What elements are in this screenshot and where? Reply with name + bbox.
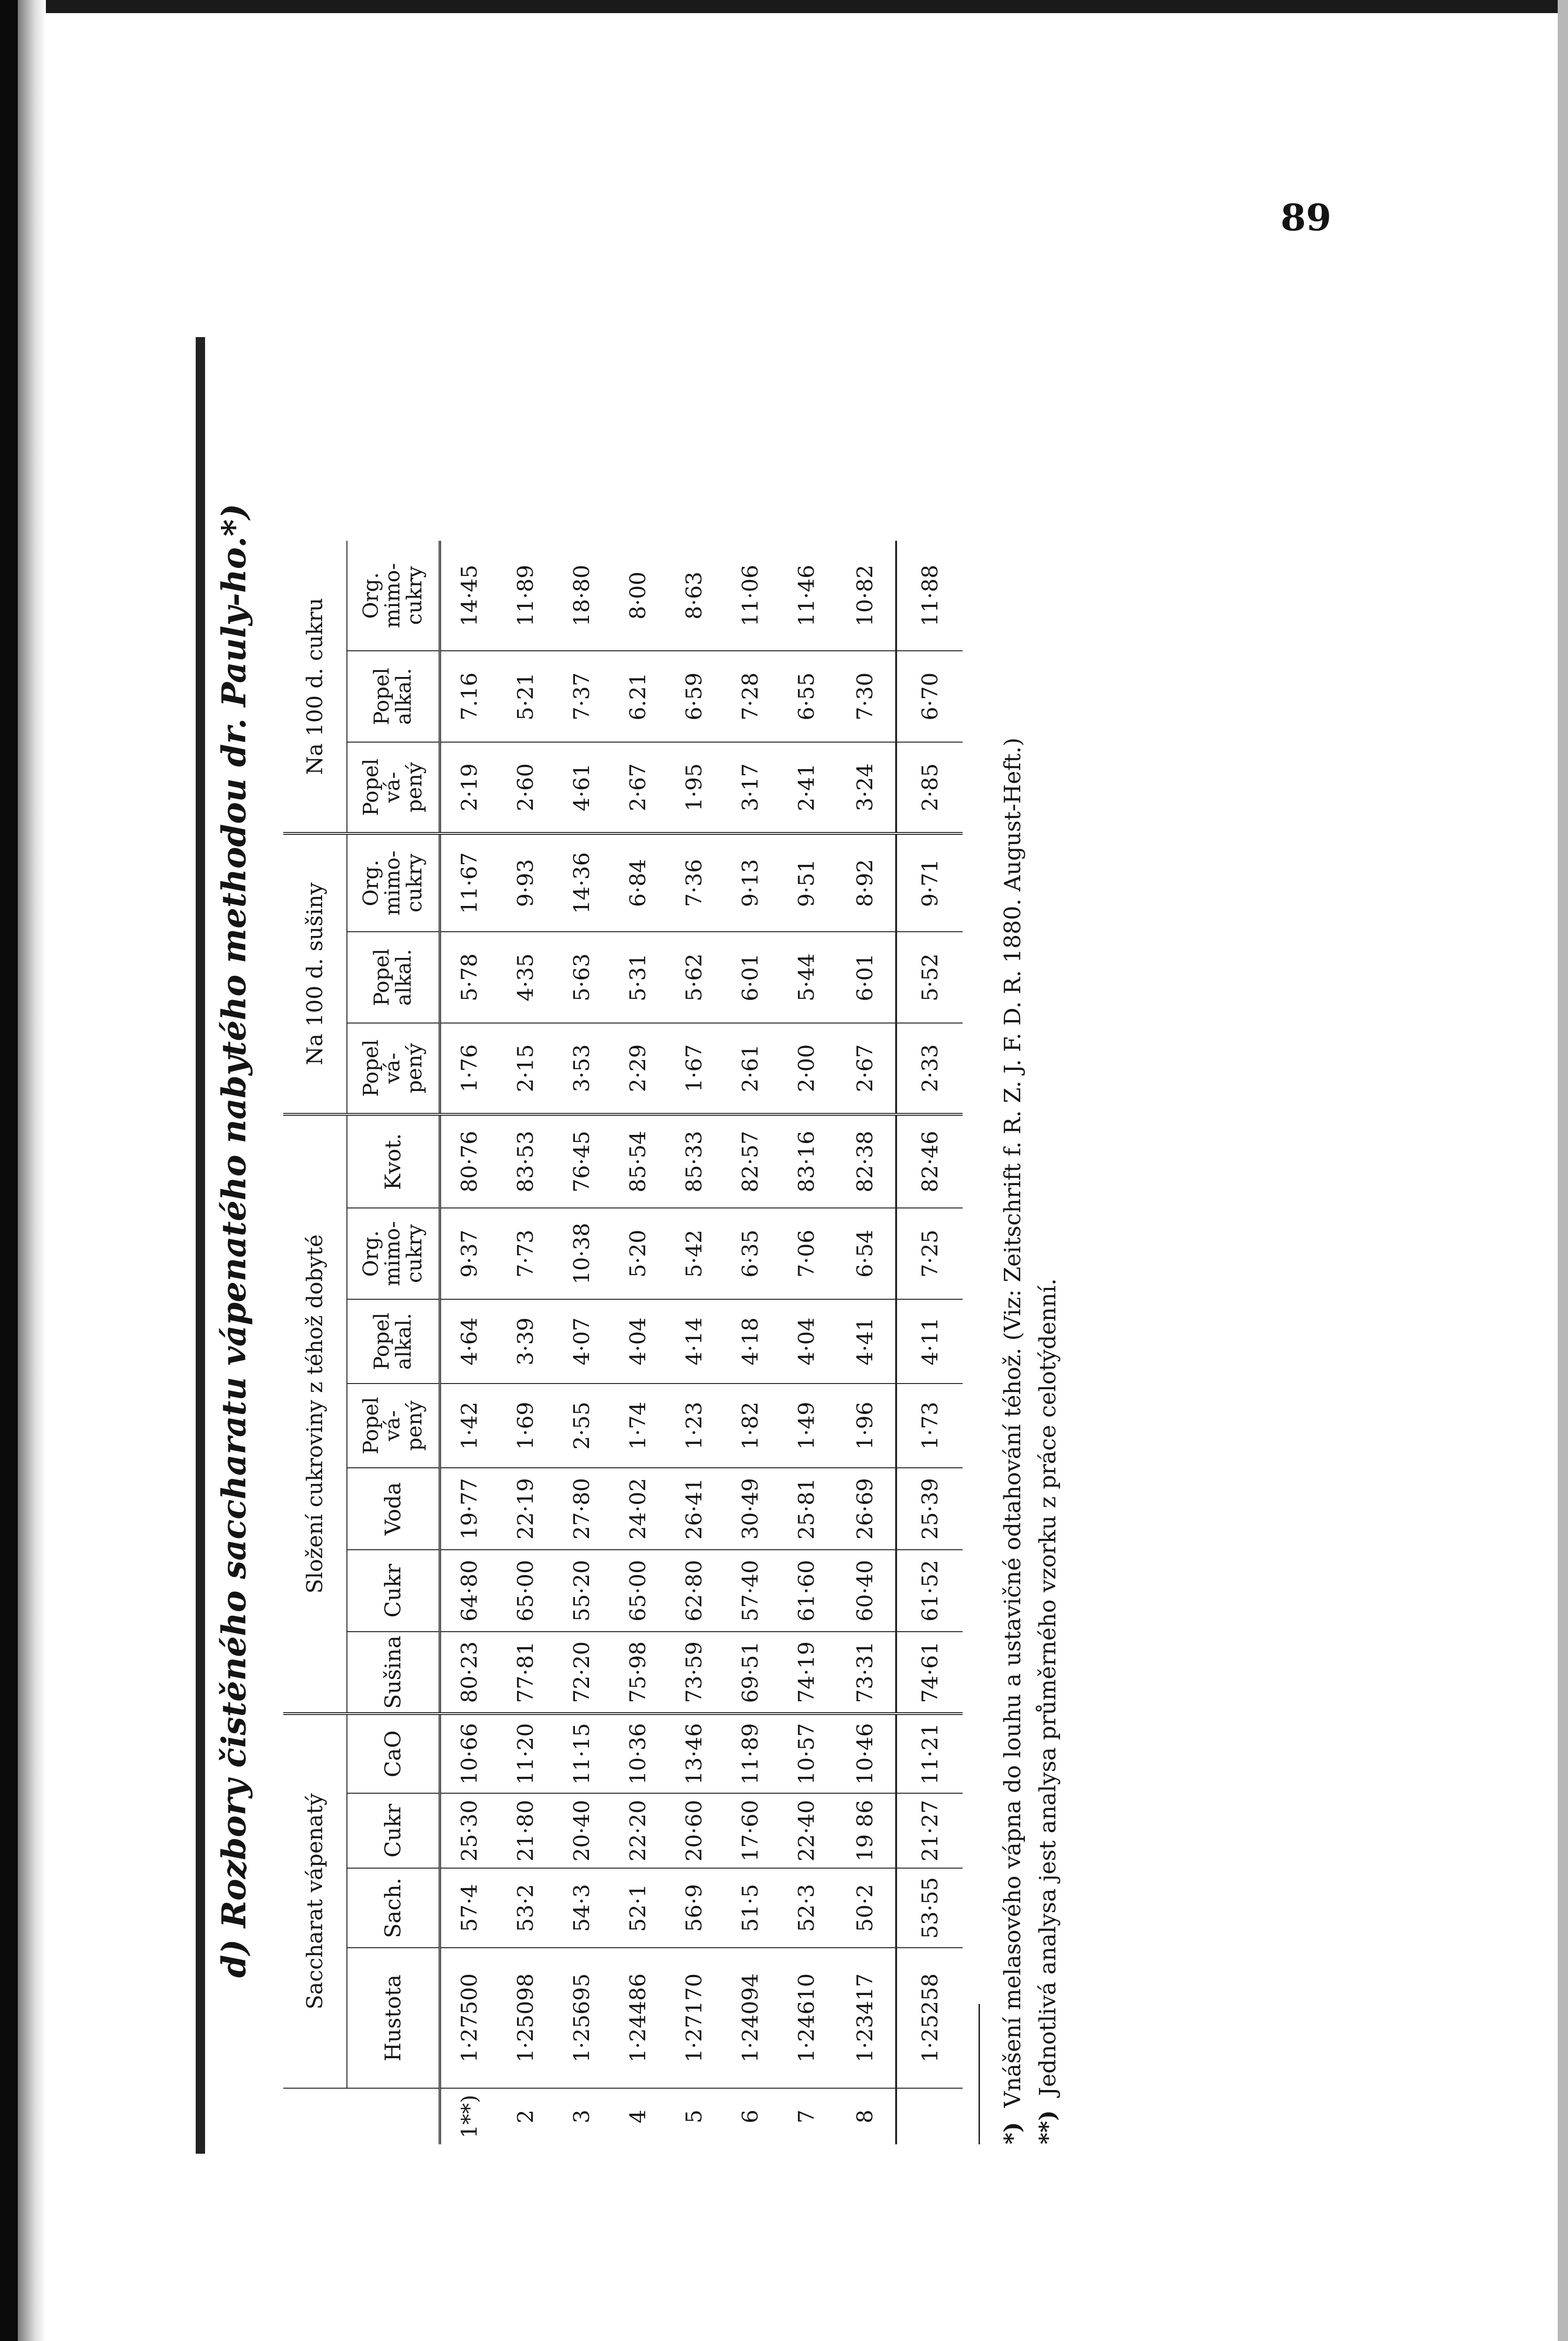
avg-cell-pa: 4·11 <box>896 1299 963 1384</box>
cell-c-pv: 3·17 <box>722 742 778 833</box>
cell-s-org: 6·84 <box>610 833 666 932</box>
cell-s-pv: 1·76 <box>440 1023 498 1114</box>
cell-cukr: 21·80 <box>497 1793 553 1868</box>
cell-voda: 27·80 <box>553 1468 610 1550</box>
cell-susina: 74·19 <box>778 1632 834 1714</box>
cell-cao: 11·20 <box>497 1714 553 1793</box>
cell-cao: 10·36 <box>610 1714 666 1793</box>
cell-pa: 4·07 <box>553 1299 610 1384</box>
cell-s-pv: 2·15 <box>497 1023 553 1114</box>
cell-n: 4 <box>625 2109 650 2124</box>
cell-cao: 11·89 <box>722 1714 778 1793</box>
avg-cell-kvot: 82·46 <box>896 1114 963 1208</box>
cell-c-org: 11·06 <box>722 541 778 651</box>
avg-cell-c-org: 11·88 <box>896 541 963 651</box>
cell-n: 1**) <box>456 2094 482 2139</box>
footnote-rule <box>979 2004 980 2144</box>
cell-c-org: 10·82 <box>834 541 896 651</box>
cell-kvot: 85·54 <box>610 1114 666 1208</box>
cell-hustota: 1·24486 <box>610 1948 666 2088</box>
cell-cao: 10·46 <box>834 1714 896 1793</box>
col-c-org: Org. mimo- cukry <box>347 541 440 651</box>
col-hustota: Hustota <box>347 1948 440 2088</box>
cell-s-pv: 2·00 <box>778 1023 834 1114</box>
col-cao: CaO <box>347 1714 440 1793</box>
cell-c-pa: 7·37 <box>553 651 610 742</box>
cell-sach: 52·1 <box>610 1868 666 1948</box>
cell-susina: 80·23 <box>440 1632 498 1714</box>
avg-cell-sach: 53·55 <box>896 1868 963 1948</box>
analysis-table <box>283 541 963 2144</box>
cell-c-pa: 6·55 <box>778 651 834 742</box>
col-s-popel-vapeny: Popel vá- pený <box>347 1023 440 1114</box>
cell-n: 2 <box>512 2109 538 2124</box>
cell-sach: 56·9 <box>666 1868 722 1948</box>
cell-c-pa: 7·28 <box>722 651 778 742</box>
cell-kvot: 82·38 <box>834 1114 896 1208</box>
cell-pa: 4·41 <box>834 1299 896 1384</box>
cell-hustota: 1·24610 <box>778 1948 834 2088</box>
page-title: d) Rozbory čistěného saccharatu vápenatého nabytého methodou dr. Pauly-ho.*) <box>214 503 253 1978</box>
cell-c-pv: 2·19 <box>440 742 498 833</box>
table-row <box>553 541 610 2144</box>
average-row <box>896 541 963 2144</box>
cell-cukr: 25·30 <box>440 1793 498 1868</box>
cell-s-org: 9·13 <box>722 833 778 932</box>
scan-border-top <box>0 0 1568 13</box>
cell-susina: 72·20 <box>553 1632 610 1714</box>
cell-susina: 69·51 <box>722 1632 778 1714</box>
col-kvot: Kvot. <box>347 1114 440 1208</box>
group-saccharat: Saccharat vápenatý <box>283 1714 347 2088</box>
cell-kvot: 83·16 <box>778 1114 834 1208</box>
cell-pa: 4·18 <box>722 1299 778 1384</box>
cell-c-pv: 2·67 <box>610 742 666 833</box>
cell-sach: 52·3 <box>778 1868 834 1948</box>
cell-s-pv: 3·53 <box>553 1023 610 1114</box>
cell-sach: 51·5 <box>722 1868 778 1948</box>
cell-pa: 3·39 <box>497 1299 553 1384</box>
cell-s-pa: 6·01 <box>834 932 896 1023</box>
cell-c-pv: 2·41 <box>778 742 834 833</box>
cell-s-pa: 5·44 <box>778 932 834 1023</box>
footnote-2: **) Jednotlivá analysa jest analysa průměrného vzorku z práce celotýdenní. <box>1035 1278 1061 2144</box>
cell-sach: 53·2 <box>497 1868 553 1948</box>
cell-c-pa: 6.21 <box>610 651 666 742</box>
cell-pv: 1·74 <box>610 1384 666 1468</box>
col-voda: Voda <box>347 1468 440 1550</box>
cell-cao: 13·46 <box>666 1714 722 1793</box>
cell-c-org: 18·80 <box>553 541 610 651</box>
page-number: 89 <box>1281 197 1332 239</box>
cell-voda: 19·77 <box>440 1468 498 1550</box>
cell-voda: 24·02 <box>610 1468 666 1550</box>
table-row <box>497 541 553 2144</box>
avg-cell-n <box>896 2088 963 2144</box>
cell-s-org: 8·92 <box>834 833 896 932</box>
cell-c-pv: 1·95 <box>666 742 722 833</box>
cell-cao: 11·15 <box>553 1714 610 1793</box>
group-cukr: Na 100 d. cukru <box>283 541 347 833</box>
cell-c-org: 11·46 <box>778 541 834 651</box>
cell-pv: 1·49 <box>778 1384 834 1468</box>
cell-cukr2: 65·00 <box>610 1550 666 1632</box>
cell-kvot: 80·76 <box>440 1114 498 1208</box>
avg-cell-org: 7·25 <box>896 1208 963 1299</box>
cell-pv: 1·96 <box>834 1384 896 1468</box>
avg-cell-s-pa: 5·52 <box>896 932 963 1023</box>
cell-c-org: 8·00 <box>610 541 666 651</box>
cell-c-pv: 3·24 <box>834 742 896 833</box>
cell-c-pv: 4·61 <box>553 742 610 833</box>
table-top-rule <box>196 337 205 2154</box>
cell-s-pv: 2·67 <box>834 1023 896 1114</box>
cell-hustota: 1·25695 <box>553 1948 610 2088</box>
cell-cukr: 19 86 <box>834 1793 896 1868</box>
cell-hustota: 1·25098 <box>497 1948 553 2088</box>
cell-pv: 1·23 <box>666 1384 722 1468</box>
col-popel-vapeny: Popel vá- pený <box>347 1384 440 1468</box>
cell-susina: 75·98 <box>610 1632 666 1714</box>
avg-cell-cukr: 21·27 <box>896 1793 963 1868</box>
cell-s-pa: 5·78 <box>440 932 498 1023</box>
cell-voda: 26·41 <box>666 1468 722 1550</box>
avg-cell-susina: 74·61 <box>896 1632 963 1714</box>
cell-c-org: 11·89 <box>497 541 553 651</box>
cell-s-org: 9·93 <box>497 833 553 932</box>
cell-c-pa: 6·59 <box>666 651 722 742</box>
cell-cukr2: 57·40 <box>722 1550 778 1632</box>
table-row <box>440 541 498 2144</box>
scan-border-right <box>1558 0 1568 2341</box>
avg-cell-pv: 1·73 <box>896 1384 963 1468</box>
avg-cell-voda: 25·39 <box>896 1468 963 1550</box>
table-row <box>610 541 666 2144</box>
cell-s-org: 7·36 <box>666 833 722 932</box>
footnote-1: *) Vnášení melasového vápna do louhu a ustavičné odtahování téhož. (Viz: Zeitschrift f. R. Z. J. F. D. R. 1880. August-Heft.) <box>1000 737 1026 2144</box>
cell-org: 6·35 <box>722 1208 778 1299</box>
col-s-org: Org. mimo- cukry <box>347 833 440 932</box>
group-susina: Na 100 d. sušiny <box>283 833 347 1114</box>
cell-cao: 10·66 <box>440 1714 498 1793</box>
cell-c-pa: 7.16 <box>440 651 498 742</box>
cell-pa: 4·64 <box>440 1299 498 1384</box>
cell-n: 6 <box>737 2109 763 2124</box>
table-row <box>722 541 778 2144</box>
group-slozeni: Složení cukroviny z téhož dobyté <box>283 1114 347 1714</box>
cell-org: 5·42 <box>666 1208 722 1299</box>
cell-pv: 1·42 <box>440 1384 498 1468</box>
cell-n: 3 <box>568 2109 594 2124</box>
cell-cukr2: 62·80 <box>666 1550 722 1632</box>
cell-cukr: 22·40 <box>778 1793 834 1868</box>
cell-susina: 73·31 <box>834 1632 896 1714</box>
cell-cukr: 20·40 <box>553 1793 610 1868</box>
avg-cell-hustota: 1·25258 <box>896 1948 963 2088</box>
cell-kvot: 83·53 <box>497 1114 553 1208</box>
cell-voda: 26·69 <box>834 1468 896 1550</box>
cell-kvot: 85·33 <box>666 1114 722 1208</box>
cell-s-pa: 5·31 <box>610 932 666 1023</box>
cell-s-pv: 2·61 <box>722 1023 778 1114</box>
cell-hustota: 1·23417 <box>834 1948 896 2088</box>
cell-org: 7·73 <box>497 1208 553 1299</box>
cell-sach: 50·2 <box>834 1868 896 1948</box>
cell-c-pv: 2·60 <box>497 742 553 833</box>
cell-cao: 10·57 <box>778 1714 834 1793</box>
cell-s-org: 14·36 <box>553 833 610 932</box>
cell-pv: 1·82 <box>722 1384 778 1468</box>
cell-kvot: 82·57 <box>722 1114 778 1208</box>
cell-n: 5 <box>681 2109 707 2124</box>
cell-voda: 30·49 <box>722 1468 778 1550</box>
avg-cell-s-pv: 2·33 <box>896 1023 963 1114</box>
cell-c-org: 14·45 <box>440 541 498 651</box>
cell-org: 10·38 <box>553 1208 610 1299</box>
col-cukr: Cukr <box>347 1793 440 1868</box>
cell-kvot: 76·45 <box>553 1114 610 1208</box>
cell-cukr2: 64·80 <box>440 1550 498 1632</box>
avg-cell-cukr2: 61·52 <box>896 1550 963 1632</box>
cell-voda: 22·19 <box>497 1468 553 1550</box>
avg-cell-s-org: 9·71 <box>896 833 963 932</box>
cell-s-pa: 5·62 <box>666 932 722 1023</box>
cell-pa: 4·04 <box>610 1299 666 1384</box>
cell-n: 8 <box>852 2109 877 2124</box>
cell-cukr: 22·20 <box>610 1793 666 1868</box>
cell-org: 7·06 <box>778 1208 834 1299</box>
avg-cell-c-pv: 2·85 <box>896 742 963 833</box>
cell-hustota: 1·27170 <box>666 1948 722 2088</box>
cell-c-pa: 5·21 <box>497 651 553 742</box>
cell-s-pa: 4·35 <box>497 932 553 1023</box>
cell-voda: 25·81 <box>778 1468 834 1550</box>
cell-s-org: 9·51 <box>778 833 834 932</box>
cell-sach: 54·3 <box>553 1868 610 1948</box>
table-row <box>778 541 834 2144</box>
cell-sach: 57·4 <box>440 1868 498 1948</box>
avg-cell-cao: 11·21 <box>896 1714 963 1793</box>
cell-pa: 4·14 <box>666 1299 722 1384</box>
cell-susina: 73·59 <box>666 1632 722 1714</box>
cell-cukr2: 65·00 <box>497 1550 553 1632</box>
col-s-popel-alkal: Popel alkal. <box>347 932 440 1023</box>
row-number-header <box>283 2088 440 2144</box>
cell-susina: 77·81 <box>497 1632 553 1714</box>
table-row <box>666 541 722 2144</box>
cell-cukr2: 60·40 <box>834 1550 896 1632</box>
cell-s-pa: 5·63 <box>553 932 610 1023</box>
cell-org: 9·37 <box>440 1208 498 1299</box>
scan-border-left <box>0 0 18 2341</box>
cell-pv: 2·55 <box>553 1384 610 1468</box>
col-cukr-2: Cukr <box>347 1550 440 1632</box>
cell-hustota: 1·24094 <box>722 1948 778 2088</box>
avg-cell-c-pa: 6·70 <box>896 651 963 742</box>
cell-pa: 4·04 <box>778 1299 834 1384</box>
cell-hustota: 1·27500 <box>440 1948 498 2088</box>
cell-s-pv: 1·67 <box>666 1023 722 1114</box>
cell-org: 6·54 <box>834 1208 896 1299</box>
col-org: Org. mimo- cukry <box>347 1208 440 1299</box>
cell-pv: 1·69 <box>497 1384 553 1468</box>
col-popel-alkal: Popel alkal. <box>347 1299 440 1384</box>
cell-cukr2: 55·20 <box>553 1550 610 1632</box>
cell-c-org: 8·63 <box>666 541 722 651</box>
cell-cukr: 20·60 <box>666 1793 722 1868</box>
cell-s-org: 11·67 <box>440 833 498 932</box>
col-c-popel-alkal: Popel alkal. <box>347 651 440 742</box>
col-c-popel-vapeny: Popel vá- pený <box>347 742 440 833</box>
cell-org: 5·20 <box>610 1208 666 1299</box>
table-row <box>834 541 896 2144</box>
cell-s-pa: 6·01 <box>722 932 778 1023</box>
cell-s-pv: 2·29 <box>610 1023 666 1114</box>
col-sach: Sach. <box>347 1868 440 1948</box>
scan-shadow-left <box>18 0 46 2341</box>
col-susina: Sušina <box>347 1632 440 1714</box>
rotated-content <box>206 94 1377 2154</box>
cell-n: 7 <box>793 2109 819 2124</box>
cell-c-pa: 7·30 <box>834 651 896 742</box>
cell-cukr: 17·60 <box>722 1793 778 1868</box>
cell-cukr2: 61·60 <box>778 1550 834 1632</box>
